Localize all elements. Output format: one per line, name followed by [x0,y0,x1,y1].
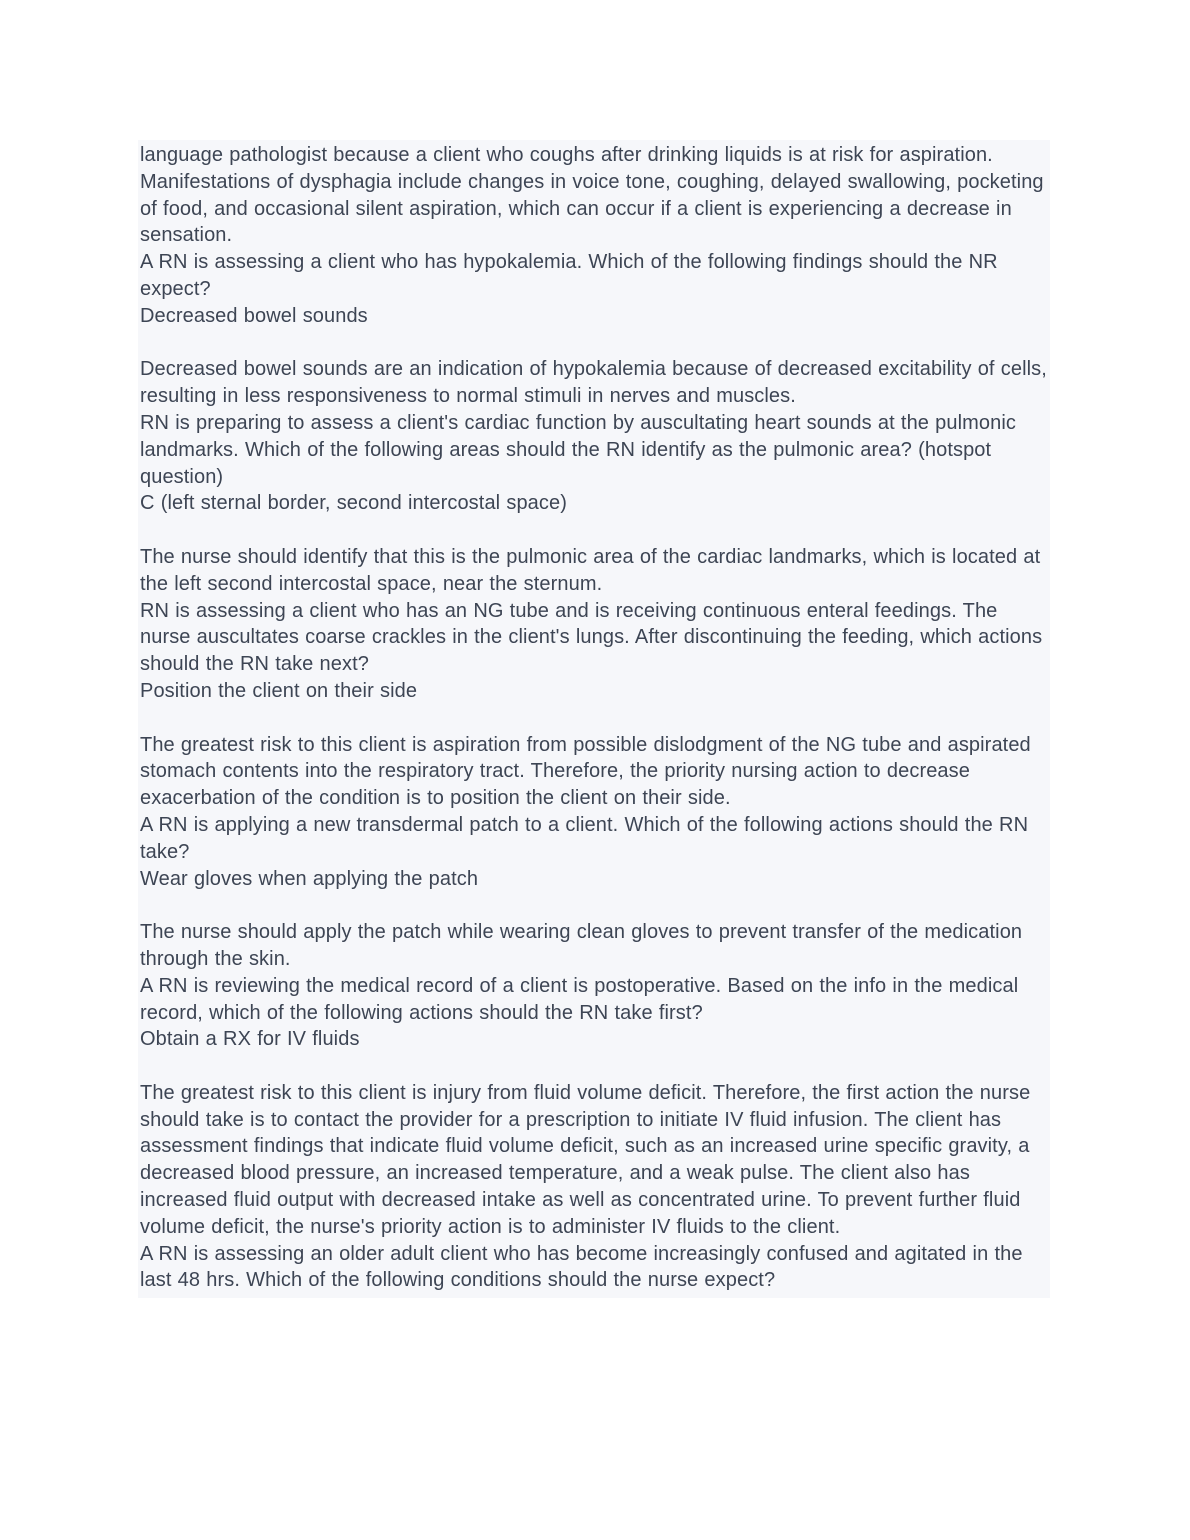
paragraph: The nurse should identify that this is the pulmonic area of the cardiac landmarks, which is located at the left second intercostal space, near the sternum. [140,545,1041,595]
blank-line [140,517,1050,544]
paragraph: A RN is applying a new transdermal patch to a client. Which of the following actions should the RN take? [140,813,1029,863]
text-block [138,140,1050,1298]
paragraph: A RN is assessing an older adult client who has become increasingly confused and agitated in the last 48 hrs. Which of the following conditions should the nurse expect? [140,1242,1023,1292]
paragraph: Wear gloves when applying the patch [140,867,479,890]
paragraph: RN is preparing to assess a client's cardiac function by auscultating heart sounds at the pulmonic landmarks. Which of the following areas should the RN identify as the pulmonic area? (hotspot question) [140,411,1017,488]
paragraph: language pathologist because a client who coughs after drinking liquids is at risk for aspiration. Manifestations of dysphagia include changes in voice tone, coughing, delayed swallowing, pocketing of food, and occasional silent aspiration, which can occur if a client is experiencing a decrease in sensation. [140,144,1044,247]
paragraph: RN is assessing a client who has an NG tube and is receiving continuous enteral feedings. The nurse auscultates coarse crackles in the client's lungs. After discontinuing the feeding, which actions should the RN take next? [140,599,1043,676]
paragraph: Position the client on their side [140,679,418,702]
paragraph: A RN is reviewing the medical record of a client is postoperative. Based on the info in the medical record, which of the following actions should the RN take first? [140,974,1019,1024]
blank-line [140,1053,1050,1080]
paragraph: A RN is assessing a client who has hypokalemia. Which of the following findings should the NR expect? [140,251,998,300]
paragraph: C (left sternal border, second intercostal space) [140,492,567,515]
paragraph: Decreased bowel sounds [140,304,368,327]
blank-line [140,705,1050,732]
blank-line [140,330,1050,357]
paragraph: Obtain a RX for IV fluids [140,1028,360,1051]
blank-line [140,892,1050,919]
paragraph: The greatest risk to this client is aspiration from possible dislodgment of the NG tube and aspirated stomach contents into the respiratory tract. Therefore, the priority nursing action to decrease exacerbation of the condition is to position the client on their side. [140,733,1031,810]
paragraph: The nurse should apply the patch while wearing clean gloves to prevent transfer of the medication through the skin. [140,921,1023,970]
paragraph: The greatest risk to this client is injury from fluid volume deficit. Therefore, the first action the nurse should take is to contact the provider for a prescription to initiate IV fluid infusion. The client has assessment findings that indicate fluid volume deficit, such as an increased urine specific gravity, a decreased blood pressure, an increased temperature, and a weak pulse. The client also has increased fluid output with decreased intake as well as concentrated urine. To prevent further fluid volume deficit, the nurse's priority action is to administer IV fluids to the client. [140,1081,1031,1238]
paragraph: Decreased bowel sounds are an indication of hypokalemia because of decreased excitability of cells, resulting in less responsiveness to normal stimuli in nerves and muscles. [140,358,1047,408]
